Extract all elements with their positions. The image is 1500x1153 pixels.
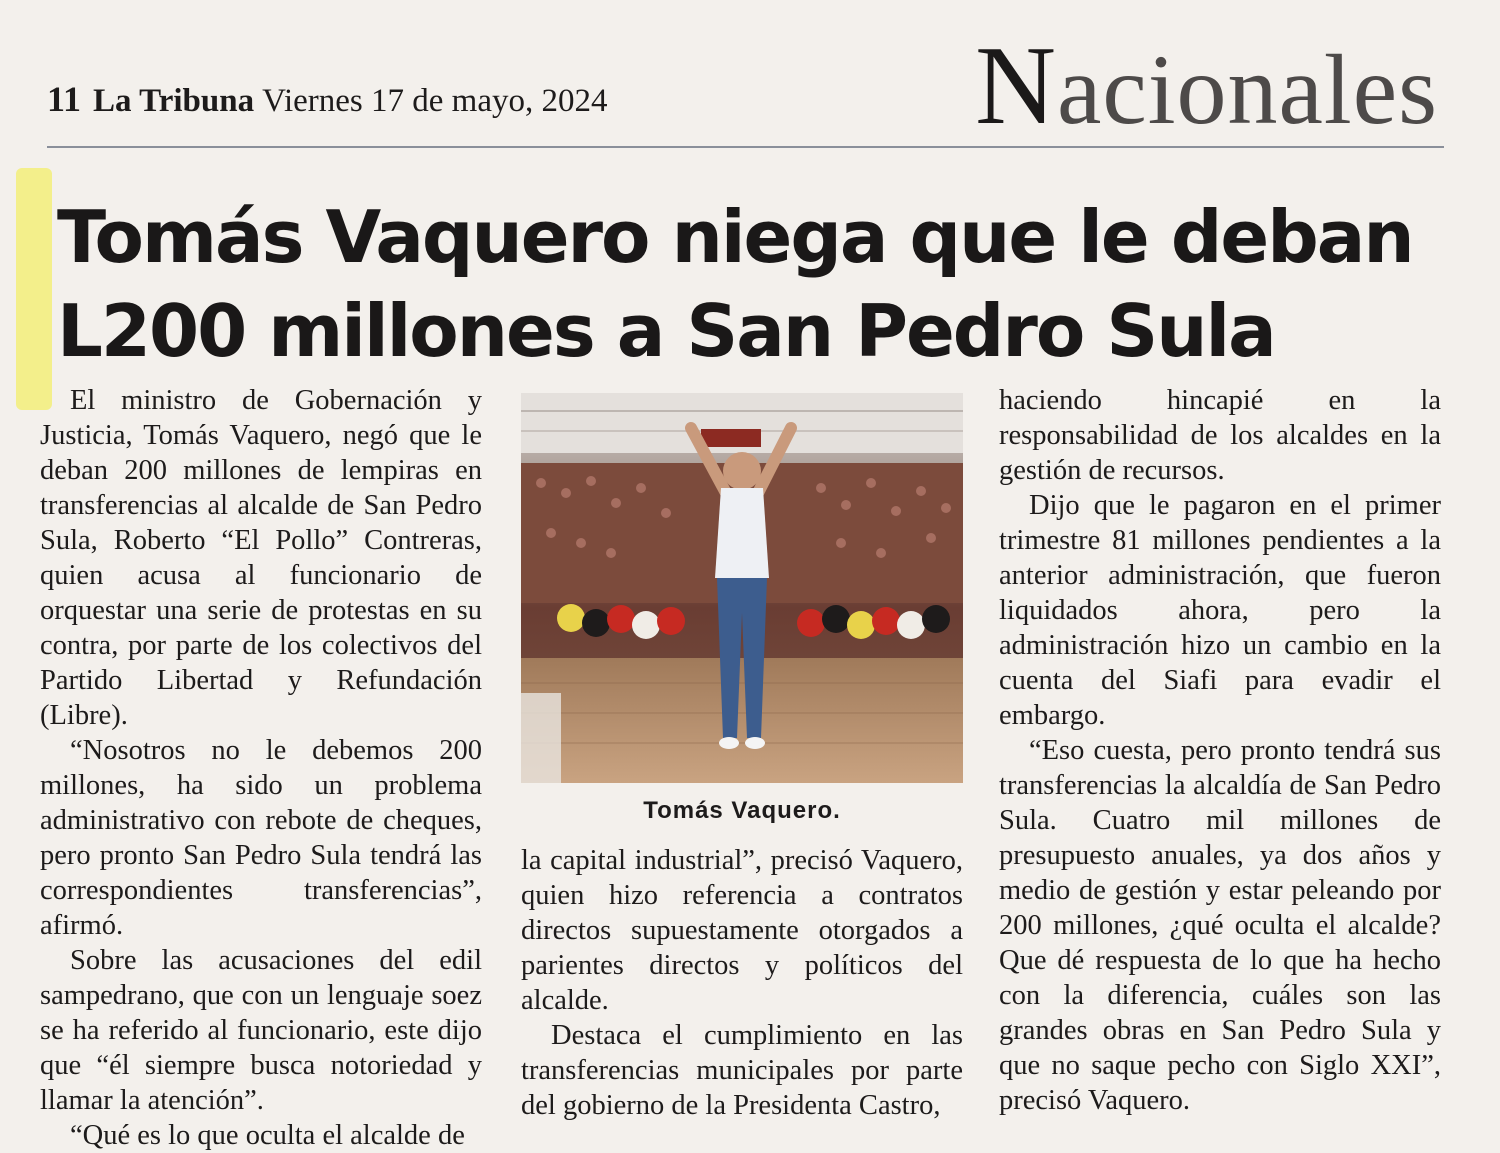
paragraph: “Qué es lo que oculta el alcalde de xyxy=(70,1120,465,1151)
headline-line-2: L200 millones a San Pedro Sula xyxy=(57,289,1275,373)
article-photo xyxy=(521,393,963,783)
headline-line-1: Tomás Vaquero niega que le deban xyxy=(57,195,1413,279)
paragraph: Destaca el cumplimiento en las transferencias municipales por parte del gobierno de la Presidenta Castro, xyxy=(521,1020,963,1121)
paragraph: la capital industrial”, precisó Vaquero, quien hizo referencia a contratos directos supuestamente otorgados a parientes directos y políticos del alcalde. xyxy=(521,845,963,1016)
paragraph: “Eso cuesta, pero pronto tendrá sus transferencias la alcaldía de San Pedro Sula. Cuatro mil millones de presupuesto anuales, ya dos años y medio de gestión y estar peleando por 200 millones, ¿qué oculta el alcalde? Que dé respuesta de lo que ha hecho con la diferencia, cuáles son las grandes obras en San Pedro Sula y que no saque pecho con Siglo XXI”, precisó Vaquero. xyxy=(999,735,1441,1116)
article-column-3 xyxy=(999,383,1441,1116)
section-initial: N xyxy=(975,24,1057,148)
page-folio xyxy=(47,78,607,120)
paragraph: Dijo que le pagaron en el primer trimestre 81 millones pendientes a la anterior administración, que fueron liquidados ahora, pero la administración hizo un cambio en la cuenta del Siafi para evadir el embargo. xyxy=(999,490,1441,731)
paragraph: haciendo hincapié en la responsabilidad de los alcaldes en la gestión de recursos. xyxy=(999,385,1441,486)
section-title xyxy=(975,24,1438,148)
header-rule xyxy=(47,146,1444,148)
article-column-2 xyxy=(521,843,963,1121)
issue-date: Viernes 17 de mayo, 2024 xyxy=(262,83,608,119)
page-number: 11 xyxy=(47,79,82,119)
paragraph: Sobre las acusaciones del edil sampedrano, que con un lenguaje soez se ha referido al funcionario, este dijo que “él siempre busca notoriedad y llamar la atención”. xyxy=(40,945,482,1116)
section-rest: acionales xyxy=(1056,34,1438,145)
article-column-1 xyxy=(40,383,482,1151)
headline xyxy=(57,190,1447,378)
photo-caption: Tomás Vaquero. xyxy=(643,797,841,824)
paragraph: El ministro de Gobernación y Justicia, Tomás Vaquero, negó que le deban 200 millones de lempiras en transferencias al alcalde de San Pedro Sula, Roberto “El Pollo” Contreras, quien acusa al funcionario de orquestar una serie de protestas en su contra, por parte de los colectivos del Partido Libertad y Refundación (Libre). xyxy=(40,385,482,731)
paragraph: “Nosotros no le debemos 200 millones, ha sido un problema administrativo con rebote de cheques, pero pronto San Pedro Sula tendrá las correspondientes transferencias”, afirmó. xyxy=(40,735,482,941)
newspaper-name: La Tribuna xyxy=(93,83,255,119)
highlighter-mark xyxy=(16,168,52,410)
